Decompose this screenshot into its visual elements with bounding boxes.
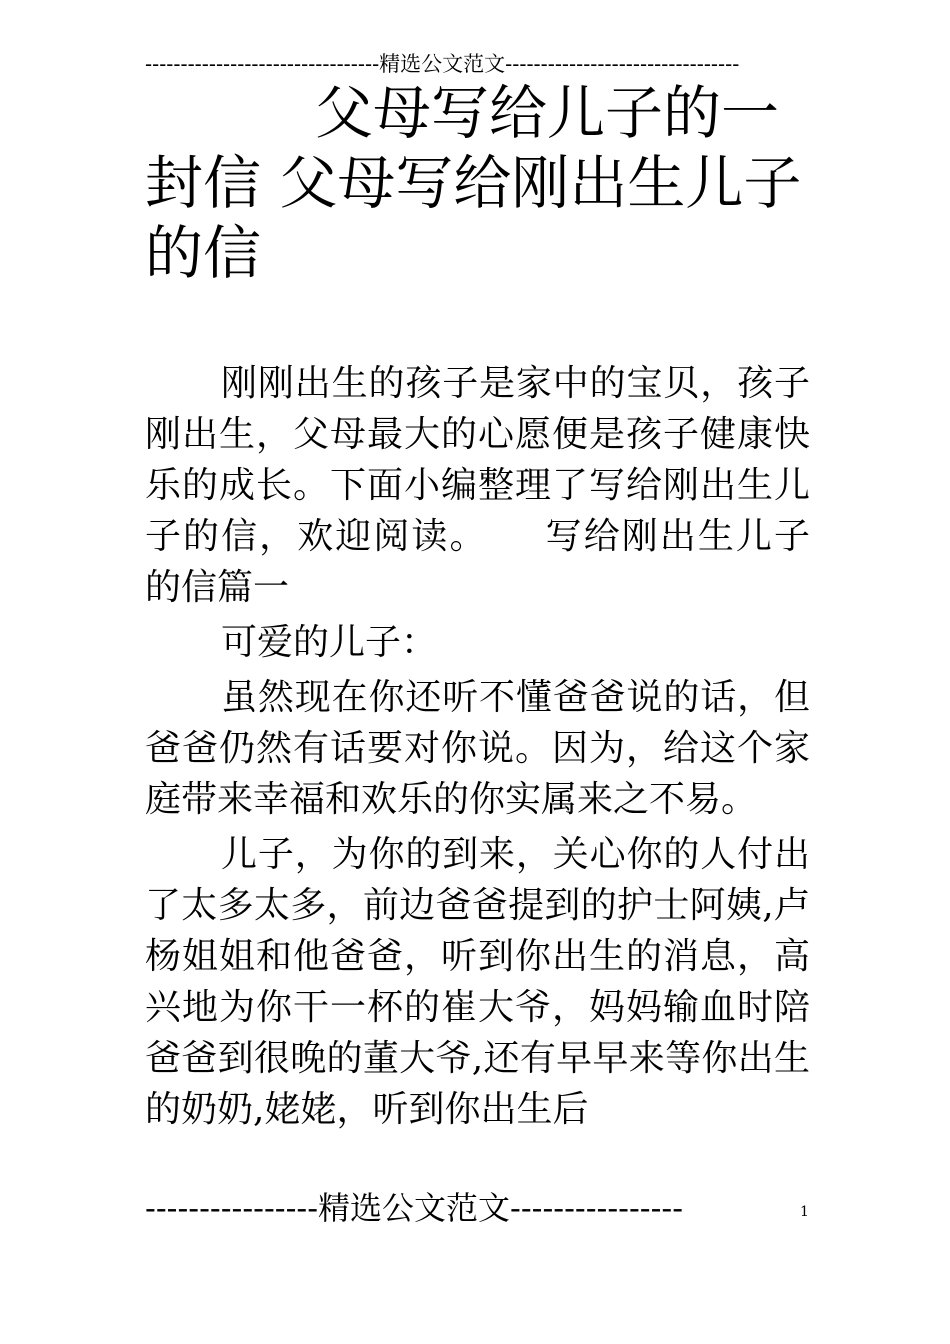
page-number: 1 xyxy=(800,1204,809,1220)
document-body xyxy=(145,358,810,1139)
paragraph-body-1: 虽然现在你还听不懂爸爸说的话，但爸爸仍然有话要对你说。因为，给这个家庭带来幸福和欢乐的你实属来之不易。 xyxy=(145,677,810,820)
document-title: 父母写给儿子的一封信 父母写给刚出生儿子的信 xyxy=(145,79,802,287)
page-header: ---------------------------------精选公文范文--------------------------------- xyxy=(145,52,740,76)
paragraph-body-2: 儿子，为你的到来，关心你的人付出了太多太多，前边爸爸提到的护士阿姨,卢杨姐姐和他爸爸，听到你出生的消息，高兴地为你干一杯的崔大爷，妈妈输血时陪爸爸到很晚的董大爷,还有早早来等你出生的奶奶,姥姥，听到你出生后 xyxy=(145,834,810,1130)
paragraph-intro: 刚刚出生的孩子是家中的宝贝，孩子刚出生，父母最大的心愿便是孩子健康快乐的成长。下面小编整理了写给刚出生儿子的信，欢迎阅读。 写给刚出生儿子的信篇一 xyxy=(145,363,810,608)
paragraph-salutation: 可爱的儿子： xyxy=(221,622,438,663)
page-footer: ----------------精选公文范文---------------- xyxy=(145,1189,684,1227)
